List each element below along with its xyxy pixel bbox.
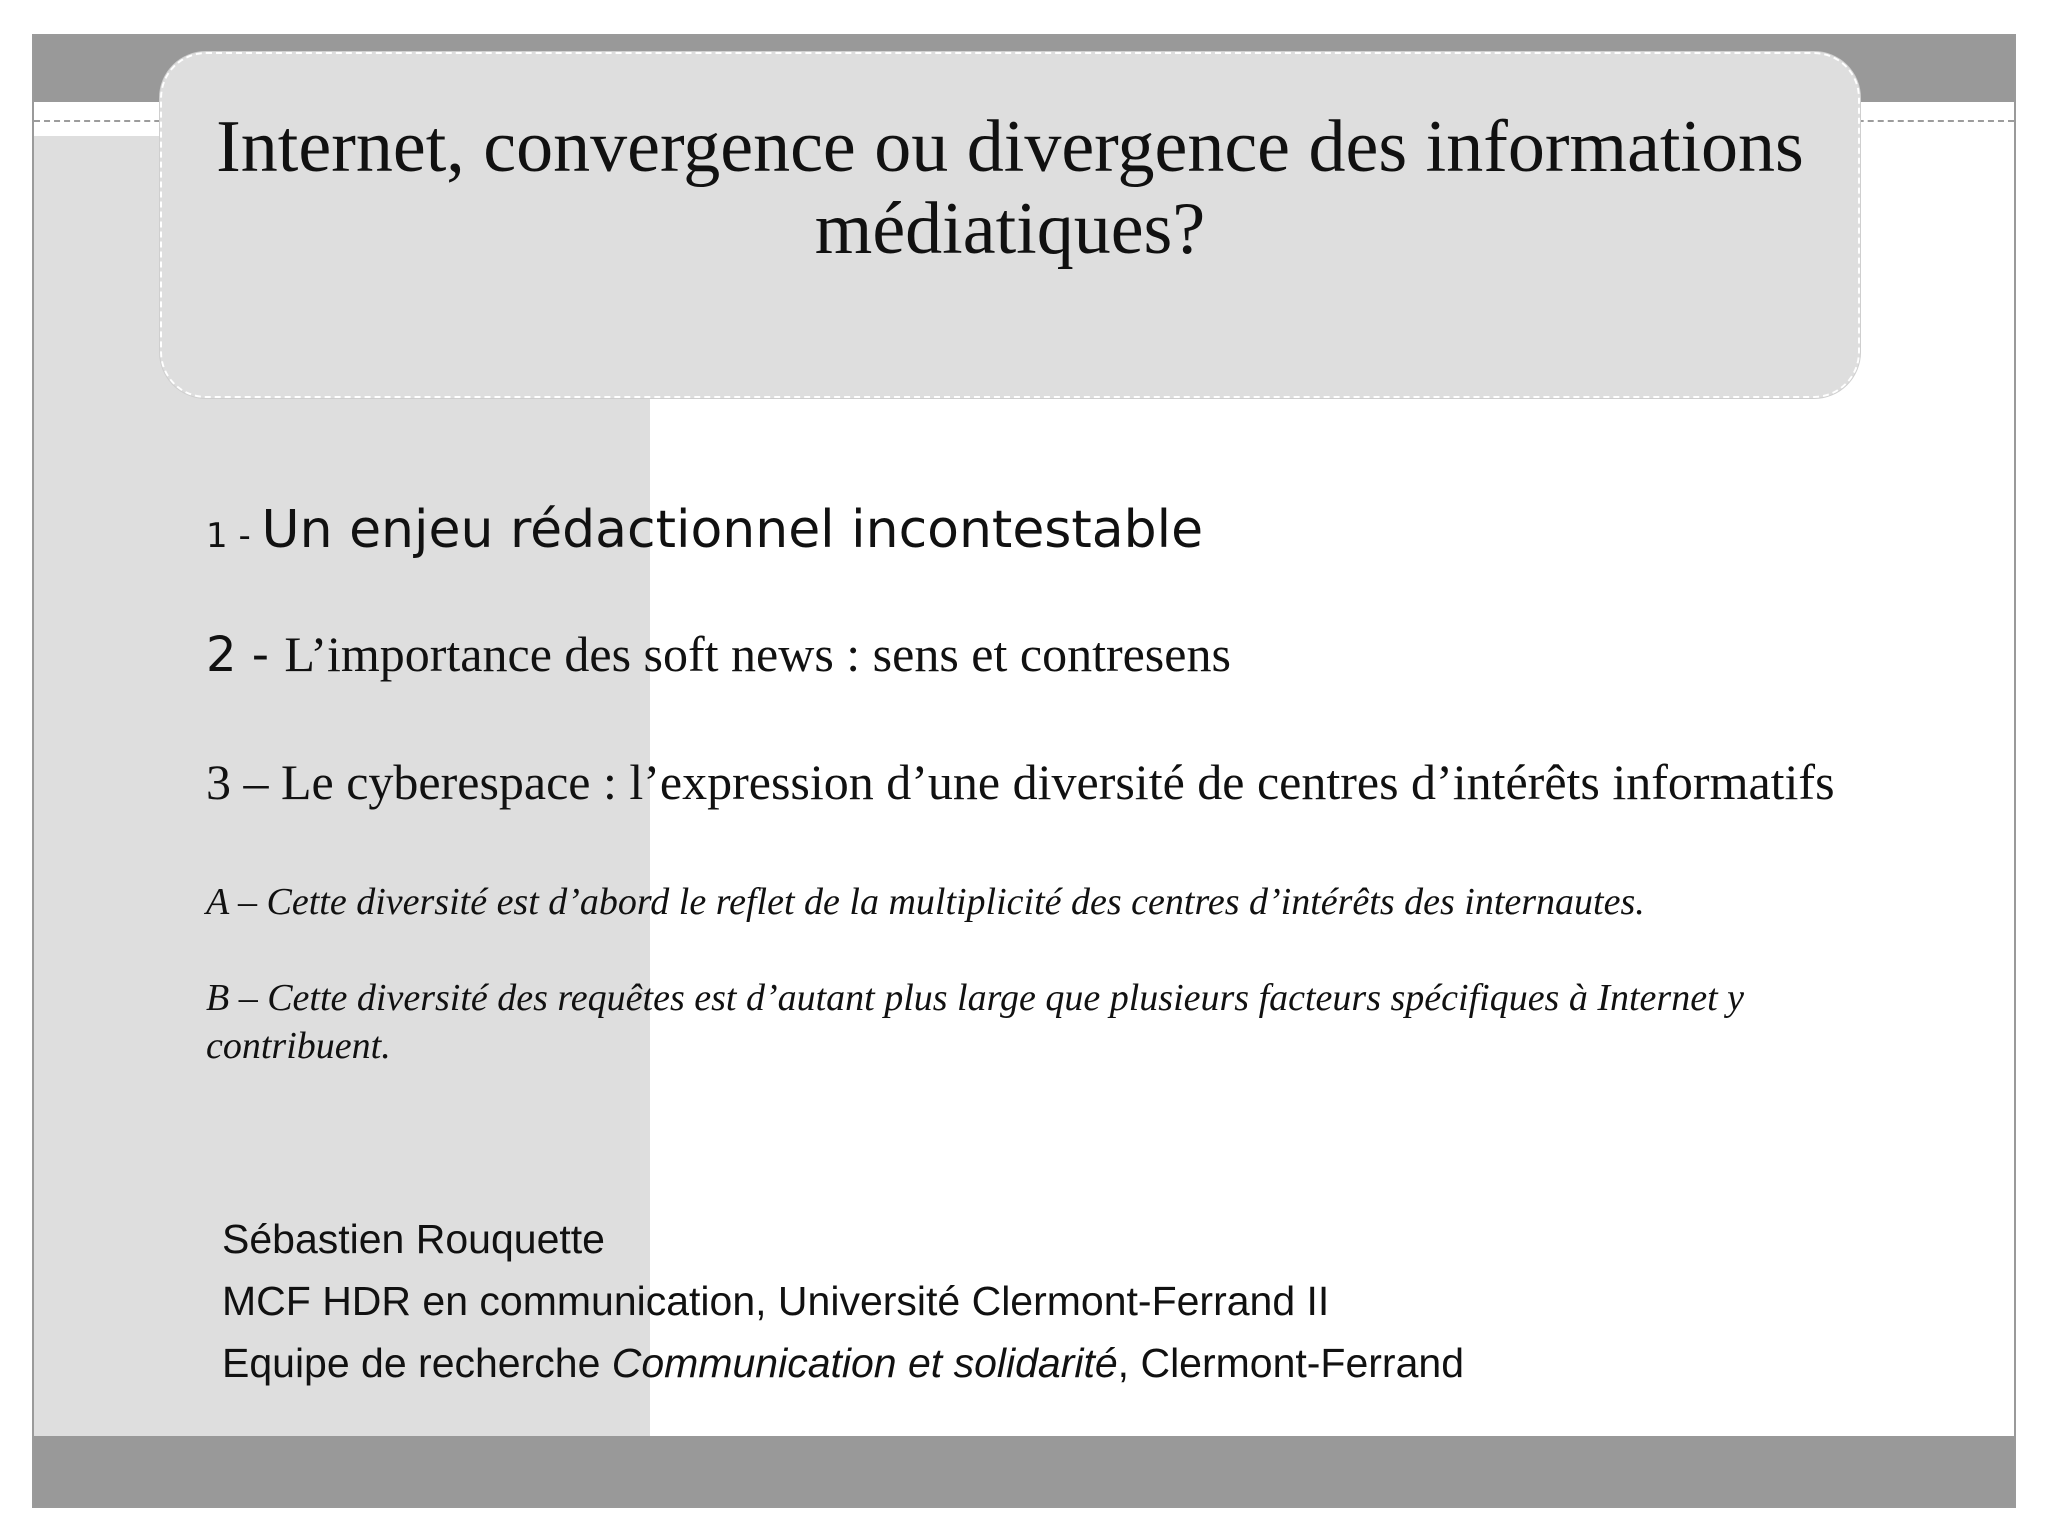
outline-item-2 — [206, 624, 1231, 685]
author-position: MCF HDR en communication, Université Clermont-Ferrand II — [222, 1278, 1330, 1324]
author-team-name: Communication et solidarité — [611, 1340, 1118, 1386]
sub-point-a: A – Cette diversité est d’abord le reflet de la multiplicité des centres d’intérêts des internautes. — [206, 881, 1645, 923]
outline-item-1-number: 1 - — [206, 516, 262, 556]
outline-item-2-text: L’importance des soft news : sens et contresens — [284, 626, 1231, 682]
slide-title: Internet, convergence ou divergence des informations médiatiques? — [216, 106, 1804, 270]
author-name: Sébastien Rouquette — [222, 1216, 605, 1262]
bottom-band — [34, 1436, 2014, 1506]
outline-item-2-number: 2 - — [206, 627, 285, 683]
author-team-suffix: , Clermont-Ferrand — [1117, 1340, 1464, 1386]
outline-item-1 — [206, 500, 1203, 566]
author-block — [222, 1208, 1464, 1394]
outline-item-3 — [206, 752, 1846, 812]
title-box — [160, 52, 1860, 398]
outline-item-1-text: Un enjeu rédactionnel incontestable — [261, 500, 1204, 560]
author-team — [222, 1332, 1464, 1394]
sub-point-b: B – Cette diversité des requêtes est d’autant plus large que plusieurs facteurs spécifiques à Internet y contribuent. — [206, 977, 1744, 1067]
outline-item-3-number: 3 – — [206, 754, 281, 810]
author-team-prefix: Equipe de recherche — [222, 1340, 612, 1386]
outline-item-3-text: Le cyberespace : l’expression d’une diversité de centres d’intérêts informatifs — [281, 754, 1835, 810]
